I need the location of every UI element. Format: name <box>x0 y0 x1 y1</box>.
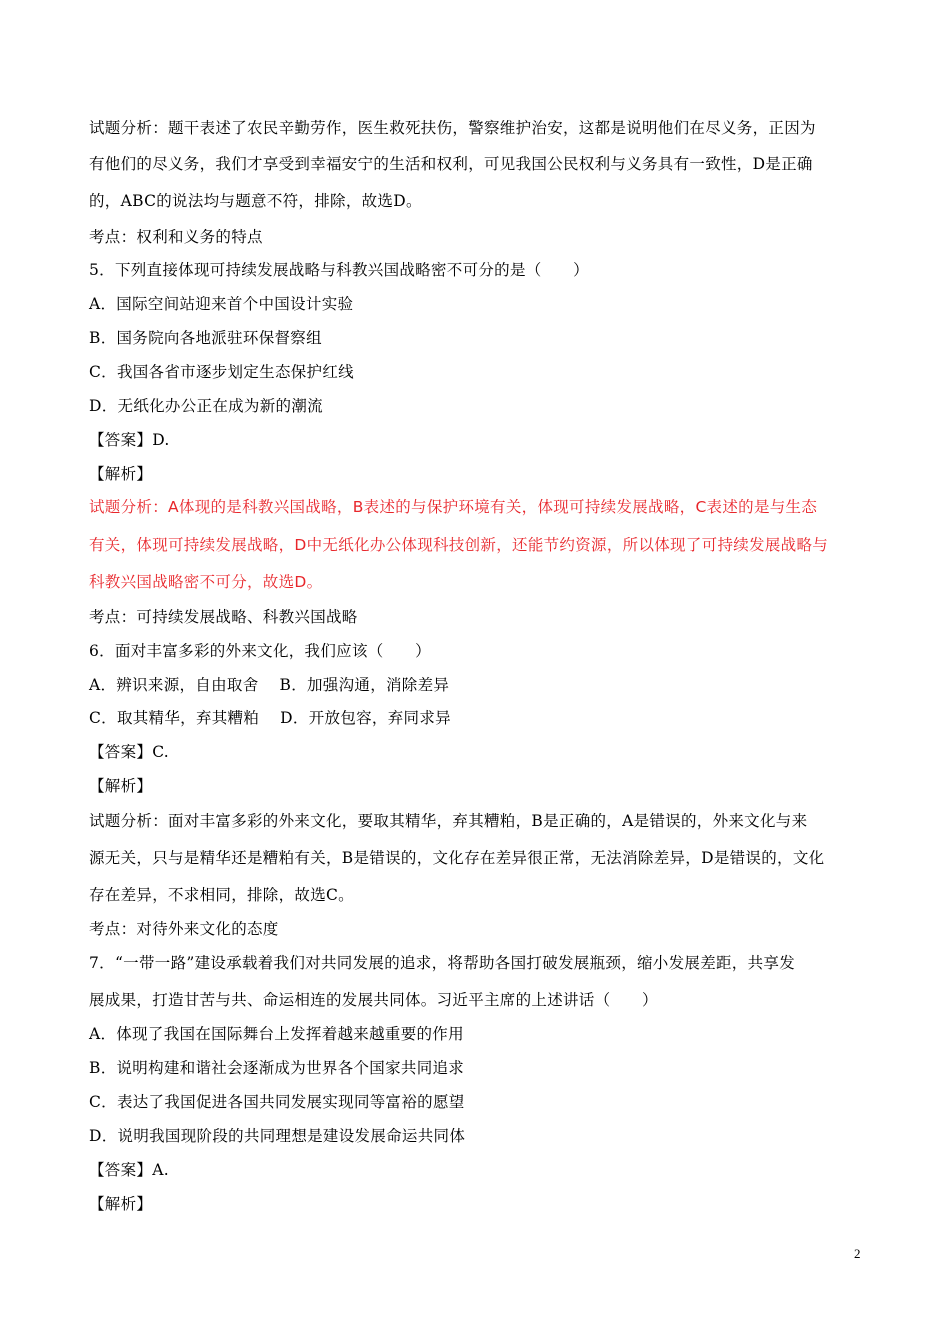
question-5-stem: 5．下列直接体现可持续发展战略与科教兴国战略密不可分的是（ ） <box>89 261 589 279</box>
knowledge-point-q6: 考点：对待外来文化的态度 <box>89 920 279 938</box>
analysis-heading-q6: 【解析】 <box>89 777 153 795</box>
question-7-option-a: A．体现了我国在国际舞台上发挥着越来越重要的作用 <box>89 1025 464 1043</box>
answer-q5: 【答案】D. <box>89 431 170 449</box>
analysis-q5-line-2: 有关，体现可持续发展战略，D中无纸化办公体现科技创新，还能节约资源，所以体现了可持续发展战略与 <box>89 536 829 554</box>
question-7-option-b: B．说明构建和谐社会逐渐成为世界各个国家共同追求 <box>89 1059 465 1077</box>
analysis-q4-line-3: 的，ABC的说法均与题意不符，排除，故选D。 <box>89 192 422 210</box>
analysis-q6-line-3: 存在差异，不求相同，排除，故选C。 <box>89 886 354 904</box>
analysis-q4-line-1: 试题分析：题干表述了农民辛勤劳作，医生救死扶伤，警察维护治安，这都是说明他们在尽义务，正因为 <box>89 119 816 137</box>
answer-q6: 【答案】C. <box>89 743 170 761</box>
knowledge-point-q5: 考点：可持续发展战略、科教兴国战略 <box>89 608 358 626</box>
question-6-stem: 6．面对丰富多彩的外来文化，我们应该（ ） <box>89 642 431 660</box>
analysis-q5-line-3: 科教兴国战略密不可分，故选D。 <box>89 573 323 591</box>
analysis-heading-q7: 【解析】 <box>89 1195 153 1213</box>
question-7-option-c: C．表达了我国促进各国共同发展实现同等富裕的愿望 <box>89 1093 465 1111</box>
question-5-option-c: C．我国各省市逐步划定生态保护红线 <box>89 363 354 381</box>
analysis-q6-line-2: 源无关，只与是精华还是糟粕有关，B是错误的，文化存在差异很正常，无法消除差异，D是错误的，文化 <box>89 849 825 867</box>
question-7-option-d: D．说明我国现阶段的共同理想是建设发展命运共同体 <box>89 1127 466 1145</box>
question-6-options-ab: A．辨识来源，自由取舍 B．加强沟通，消除差异 <box>89 676 450 694</box>
analysis-q4-line-2: 有他们的尽义务，我们才享受到幸福安宁的生活和权利，可见我国公民权利与义务具有一致性，D是正确 <box>89 155 813 173</box>
analysis-q5-line-1: 试题分析：A体现的是科教兴国战略，B表述的与保护环境有关，体现可持续发展战略，C表述的是与生态 <box>89 498 818 516</box>
question-5-option-a: A．国际空间站迎来首个中国设计实验 <box>89 295 354 313</box>
question-7-stem-line-1: 7．“一带一路”建设承载着我们对共同发展的追求，将帮助各国打破发展瓶颈，缩小发展差距，共享发 <box>89 954 796 972</box>
answer-q7: 【答案】A. <box>89 1161 169 1179</box>
analysis-heading-q5: 【解析】 <box>89 465 153 483</box>
knowledge-point-q4: 考点：权利和义务的特点 <box>89 228 263 246</box>
page-number: 2 <box>854 1246 861 1261</box>
analysis-q6-line-1: 试题分析：面对丰富多彩的外来文化，要取其精华，弃其糟粕，B是正确的，A是错误的，外来文化与来 <box>89 812 808 830</box>
question-5-option-d: D．无纸化办公正在成为新的潮流 <box>89 397 323 415</box>
question-5-option-b: B．国务院向各地派驻环保督察组 <box>89 329 322 347</box>
question-6-options-cd: C．取其精华，弃其糟粕 D．开放包容，弃同求异 <box>89 709 451 727</box>
question-7-stem-line-2: 展成果，打造甘苦与共、命运相连的发展共同体。习近平主席的上述讲话（ ） <box>89 991 658 1009</box>
